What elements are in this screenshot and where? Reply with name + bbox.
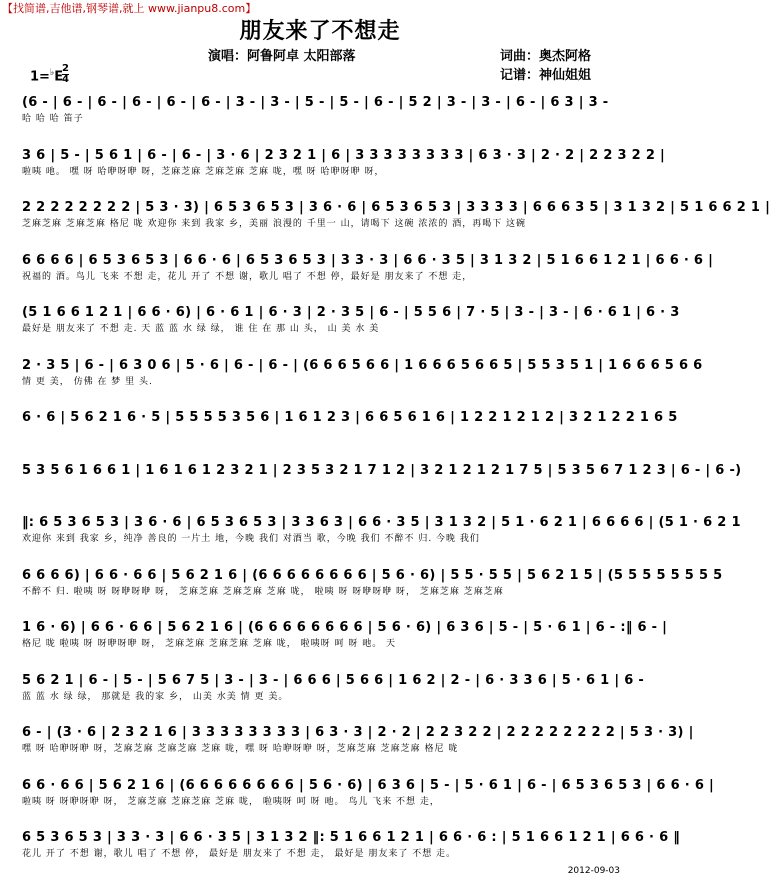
lyric-line: 格尼 咙 啦咦 呀 呀咿呀咿 呀， 芝麻芝麻 芝麻芝麻 芝麻 咙， 啦咦呀 呵 呀 吔。 天 [22,639,397,649]
score-row [22,514,741,546]
notation-line: 6 6 · 6 6 | 5 6 2 1 6 | (6 6 6 6 6 6 6 6 | 5 6 · 6) | 6 3 6 | 5 - | 5 · 6 1 | 6 - | 6 5 3 6 5 3 | 6 6 · 6 | [22,778,715,793]
time-signature [62,64,69,85]
transcriber-credit: 记谱：神仙姐姐 [500,68,592,83]
notation-line: 5 6 2 1 | 6 - | 5 - | 5 6 7 5 | 3 - | 3 - | 6 6 6 | 5 6 6 | 1 6 2 | 2 - | 6 · 3 3 6 | 5 · 6 1 | 6 - [22,673,645,688]
notation-line: 6 · 6 | 5 6 2 1 6 · 5 | 5 5 5 5 3 5 6 | 1 6 1 2 3 | 6 6 5 6 1 6 | 1 2 2 1 2 1 2 | 3 2 1 2 2 1 6 5 [22,410,678,425]
lyric-line [22,480,622,494]
notation-line: 6 5 3 6 5 3 | 3 3 · 3 | 6 6 · 3 5 | 3 1 3 2 ‖: 5 1 6 6 1 2 1 | 6 6 · 6 : | 5 1 6 6 1 2 1 | 6 6 · 6 ‖ [22,830,681,845]
score-row [22,619,668,651]
lyric-line: 蓝 蓝 水 绿 绿， 那就是 我的家 乡， 山美 水美 情 更 美。 [22,692,289,702]
lyric-line: 啦咦 吔。 嘿 呀 哈咿呀咿 呀，芝麻芝麻 芝麻芝麻 芝麻 咙，嘿 呀 哈咿呀咿 呀， [22,167,385,177]
score-row [22,357,703,389]
notation-line: 1 6 · 6) | 6 6 · 6 6 | 5 6 2 1 6 | (6 6 6 6 6 6 6 6 | 5 6 · 6) | 6 3 6 | 5 - | 5 · 6 1 | 6 - :‖ 6 - | [22,620,668,635]
lyric-line: 花儿 开了 不想 谢，歌儿 唱了 不想 停， 最好是 朋友来了 不想 走， 最好是 朋友来了 不想 走。 [22,849,457,859]
lyric-line: 欢迎你 来到 我家 乡，纯净 善良的 一片土 地，今晚 我们 对酒当 歌，今晚 我们 不醉不 归. 今晚 我们 [22,534,480,544]
lyric-line: 情 更 美， 仿佛 在 梦 里 头. [22,377,153,387]
score-row [22,672,645,704]
lyric-line: 哈 哈 哈 笛子 [22,114,84,124]
notation-line: (6 - | 6 - | 6 - | 6 - | 6 - | 6 - | 3 - | 3 - | 5 - | 5 - | 6 - | 5 2 | 3 - | 3 - | 6 - | 6 3 | 3 - [22,95,609,110]
singer-credit: 演唱：阿鲁阿卓 太阳部落 [208,49,356,64]
key-note: E [54,69,64,85]
key-signature [30,68,63,84]
score-row [22,252,714,284]
notation-line: 6 6 6 6) | 6 6 · 6 6 | 5 6 2 1 6 | (6 6 6 6 6 6 6 6 | 5 6 · 6) | 5 5 · 5 5 | 5 6 2 1 5 | (5 5 5 5 5 5 5 5 [22,568,723,583]
site-banner[interactable]: 【找简谱,吉他谱,钢琴谱,就上 www.jianpu8.com】 [0,0,256,18]
notation-line: 6 - | (3 · 6 | 2 3 2 1 6 | 3 3 3 3 3 3 3 3 | 6 3 · 3 | 2 · 2 | 2 2 3 2 2 | 2 2 2 2 2 2 2 2 | 5 3 · 3) | [22,725,694,740]
notation-line: 6 6 6 6 | 6 5 3 6 5 3 | 6 6 · 6 | 6 5 3 6 5 3 | 3 3 · 3 | 6 6 · 3 5 | 3 1 3 2 | 5 1 6 6 1 2 1 | 6 6 · 6 | [22,253,714,268]
notation-line: 5 3 5 6 1 6 6 1 | 1 6 1 6 1 2 3 2 1 | 2 3 5 3 2 1 7 1 2 | 3 2 1 2 1 2 1 7 5 | 5 3 5 6 7 1 2 3 | 6 - | 6 -) [22,463,742,478]
lyric-line: 嘿 呀 哈咿呀咿 呀，芝麻芝麻 芝麻芝麻 芝麻 咙，嘿 呀 哈咿呀咿 呀，芝麻芝麻 芝麻芝麻 格尼 咙 [22,744,459,754]
score-row [22,409,678,441]
score-row [22,147,666,179]
score-row [22,829,681,861]
key-label: 1= [30,69,50,85]
meter-bottom: 4 [62,74,69,85]
notation-line: 3 6 | 5 - | 5 6 1 | 6 - | 6 - | 3 · 6 | 2 3 2 1 | 6 | 3 3 3 3 3 3 3 3 | 6 3 · 3 | 2 · 2 | 2 2 3 2 2 | [22,148,666,163]
lyric-line: 不醉不 归. 啦咦 呀 呀咿呀咿 呀， 芝麻芝麻 芝麻芝麻 芝麻 咙， 啦咦 呀 呀咿呀咿 呀， 芝麻芝麻 芝麻芝麻 [22,587,504,597]
score-row [22,304,680,336]
score-row [22,567,723,599]
song-title: 朋友来了不想走 [239,19,401,44]
score-row [22,724,694,756]
lyricist-credit: 词曲：奥杰阿格 [500,49,592,64]
score-row [22,462,742,494]
notation-line: (5 1 6 6 1 2 1 | 6 6 · 6) | 6 · 6 1 | 6 · 3 | 2 · 3 5 | 6 - | 5 5 6 | 7 · 5 | 3 - | 3 - | 6 · 6 1 | 6 · 3 [22,305,680,320]
key-flat: ♭ [49,68,55,78]
score-row [22,199,770,231]
transcription-date: 2012-09-03 [567,866,620,876]
meter-top: 2 [62,63,69,74]
notation-line: 2 · 3 5 | 6 - | 6 3 0 6 | 5 · 6 | 6 - | 6 - | (6 6 6 5 6 6 | 1 6 6 6 5 6 6 5 | 5 5 3 5 1 | 1 6 6 6 5 6 6 [22,358,703,373]
lyric-line: 芝麻芝麻 芝麻芝麻 格尼 咙 欢迎你 来到 我家 乡，美丽 浪漫的 千里一 山，请喝下 这碗 浓浓的 酒，再喝下 这碗 [22,219,527,229]
notation-line: 2 2 2 2 2 2 2 2 | 5 3 · 3) | 6 5 3 6 5 3 | 3 6 · 6 | 6 5 3 6 5 3 | 3 3 3 3 | 6 6 6 3 5 | 3 1 3 2 | 5 1 6 6 2 1 | [22,200,770,215]
lyric-line [22,427,622,441]
lyric-line: 最好是 朋友来了 不想 走. 天 蓝 蓝 水 绿 绿， 谁 住 在 那 山 头， 山 美 水 美 [22,324,380,334]
lyric-line: 啦咦 呀 呀咿呀咿 呀， 芝麻芝麻 芝麻芝麻 芝麻 咙， 啦咦呀 呵 呀 吔。 鸟儿 飞来 不想 走， [22,797,440,807]
lyric-line: 祝福的 酒。鸟儿 飞来 不想 走，花儿 开了 不想 谢，歌儿 唱了 不想 停，最好是 朋友来了 不想 走， [22,272,473,282]
notation-line: ‖: 6 5 3 6 5 3 | 3 6 · 6 | 6 5 3 6 5 3 | 3 3 6 3 | 6 6 · 3 5 | 3 1 3 2 | 5 1 · 6 2 1 | 6 6 6 6 | (5 1 · 6 2 1 [22,515,741,530]
score-row [22,777,715,809]
score-row [22,94,622,126]
